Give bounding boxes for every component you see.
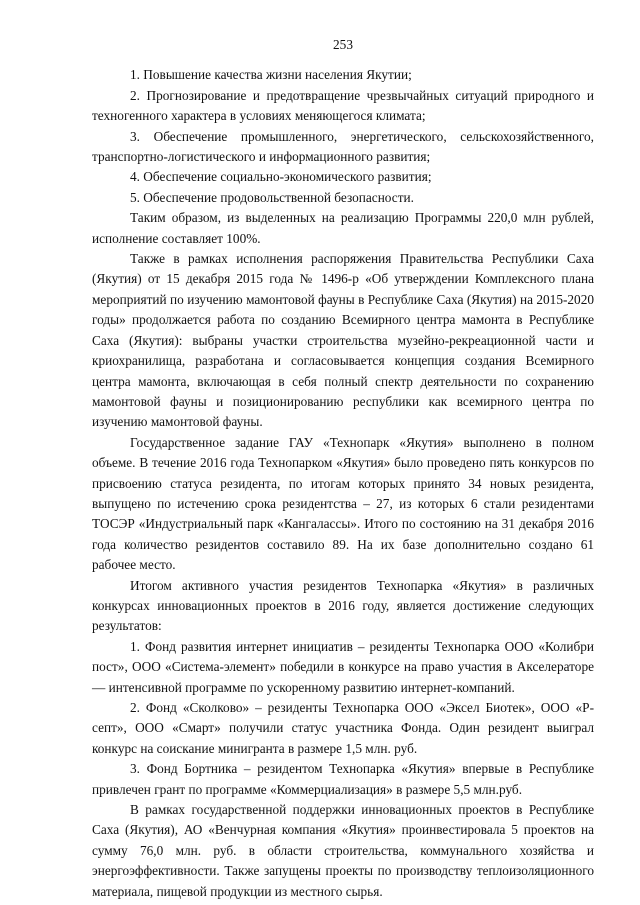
paragraph-result-2: 2. Фонд «Сколково» – резиденты Технопарка ООО «Эксел Биотек», ООО «Р-септ», ООО «Смарт» получили статус участника Фонда. Один резидент выиграл конкурс на соискание минигранта в размере 1,5 млн. руб.: [92, 700, 594, 756]
page-number: 253: [333, 37, 353, 52]
paragraph-goal-4: 4. Обеспечение социально-экономического развития;: [130, 169, 432, 185]
paragraph-result-3: 3. Фонд Бортника – резидентом Технопарка «Якутия» впервые в Республике привлечен грант по программе «Коммерциализация» в размере 5,5 млн.руб.: [92, 761, 594, 797]
paragraph-mammoth-center: Также в рамках исполнения распоряжения Правительства Республики Саха (Якутия) от 15 декабря 2015 года № 1496-р «Об утверждении Комплексного плана мероприятий по изучению мамонтовой фауны в Республике Саха (Якутия) на 2015-2020 годы» продолжается работа по созданию Всемирного центра мамонта в Республике Саха (Якутия): выбраны участки строительства музейно-рекреационной части и криохранилища, разработана и согласовывается концепция создания Всемирного центра мамонта, включающая в себя полный спектр деятельности по сохранению мамонтовой фауны и позиционированию республики как всемирного центра по изучению мамонтовой фауны.: [92, 251, 594, 430]
paragraph-result-1: 1. Фонд развития интернет инициатив – резиденты Технопарка ООО «Колибри пост», ООО «Система-элемент» победили в конкурсе на право участия в Акселераторе — интенсивной программе по ускоренному развитию интернет-компаний.: [92, 638, 594, 695]
paragraph-venture-company: В рамках государственной поддержки инновационных проектов в Республике Саха (Якутия), АО «Венчурная компания «Якутия» проинвестировала 5 проектов на сумму 76,0 млн. руб. в области строительства, коммунального хозяйства и энергоэффективности. Также запущены проекты по производству теплоизоляционного материала, пищевой продукции из местного сырья.: [92, 802, 594, 899]
paragraph-goal-1: 1. Повышение качества жизни населения Якутии;: [130, 67, 412, 83]
paragraph-goal-2: 2. Прогнозирование и предотвращение чрезвычайных ситуаций природного и техногенного характера в условиях меняющегося климата;: [92, 87, 594, 124]
paragraph-program-funding: Таким образом, из выделенных на реализацию Программы 220,0 млн рублей, исполнение составляет 100%.: [92, 210, 594, 246]
paragraph-goal-5: 5. Обеспечение продовольственной безопасности.: [130, 189, 414, 205]
paragraph-goal-3: 3. Обеспечение промышленного, энергетического, сельскохозяйственного, транспортно-логистического и информационного развития;: [92, 128, 594, 165]
paragraph-competition-results: Итогом активного участия резидентов Технопарка «Якутия» в различных конкурсах инновационных проектов в 2016 году, является достижение следующих результатов:: [92, 577, 594, 634]
paragraph-technopark-assignment: Государственное задание ГАУ «Технопарк «Якутия» выполнено в полном объеме. В течение 2016 года Технопарком «Якутия» было проведено пять конкурсов по присвоению статуса резидента, по итогам которых принято 34 новых резидента, выпущено по истечению срока резидентства – 27, из которых 6 стали резидентами ТОСЭР «Индустриальный парк «Кангалассы». Итого по состоянию на 31 декабря 2016 года количество резидентов составило 89. На их базе дополнительно создано 61 рабочее место.: [92, 434, 594, 573]
